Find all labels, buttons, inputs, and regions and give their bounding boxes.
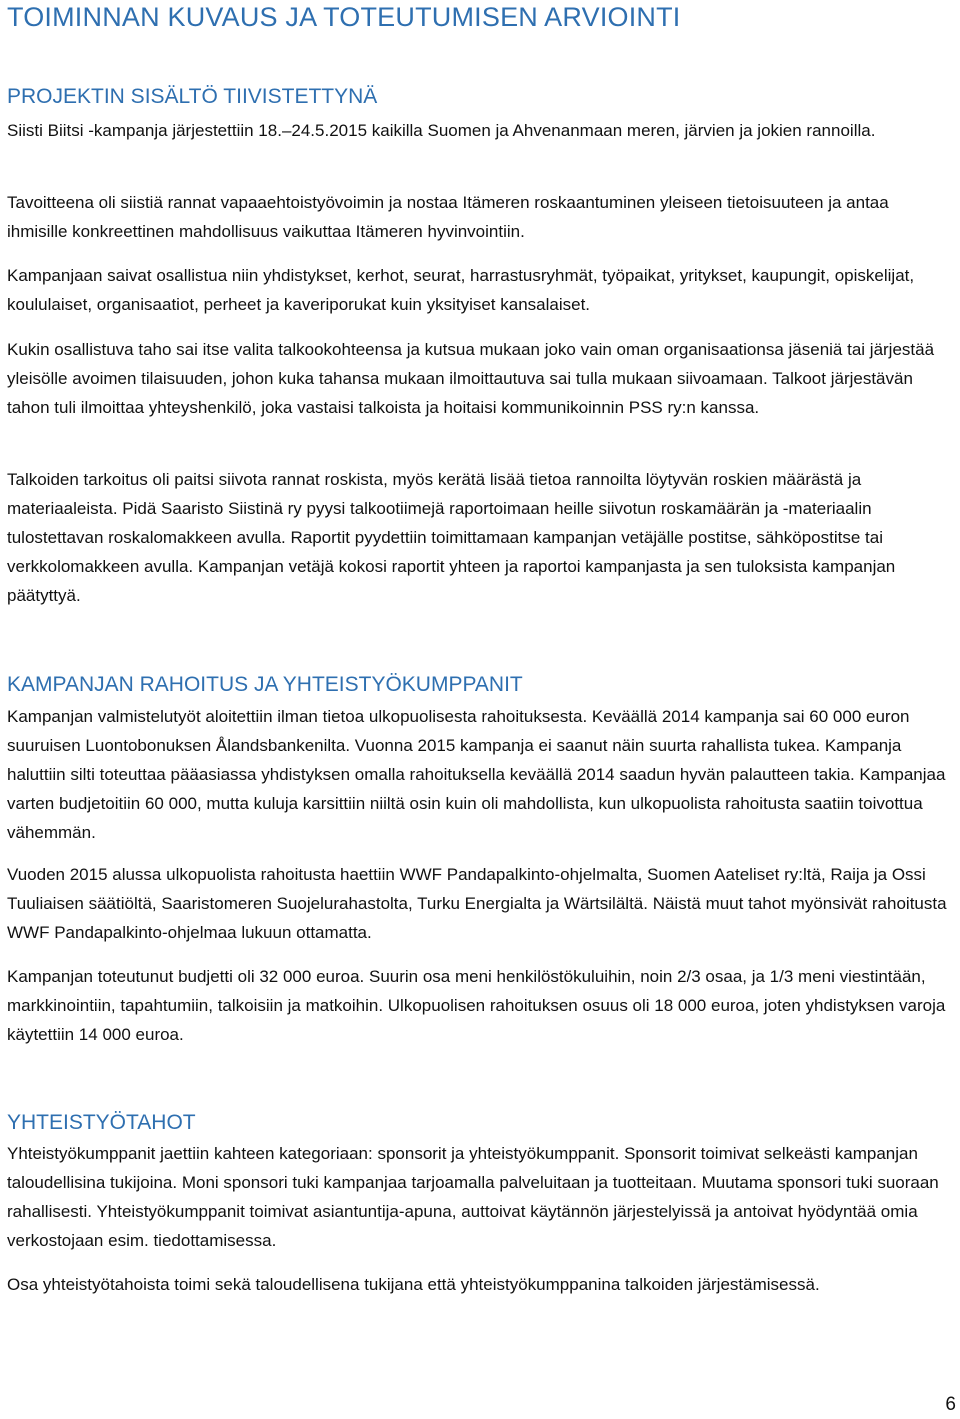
paragraph: Kukin osallistuva taho sai itse valita talkookohteensa ja kutsua mukaan joko vain oman organisaationsa jäseniä tai järjestää yleisölle avoimen tilaisuuden, johon kuka tahansa mukaan ilmoittautuva sai tulla mukaan siivoamaan. Talkoot järjestävän tahon tuli ilmoittaa yhteyshenkilö, joka vastaisi talkoista ja hoitaisi kommunikoinnin PSS ry:n kanssa. [7, 340, 935, 417]
paragraph: Tavoitteena oli siistiä rannat vapaaehtoistyövoimin ja nostaa Itämeren roskaantuminen yleiseen tietoisuuteen ja antaa ihmisille konkreettinen mahdollisuus vaikuttaa Itämeren hyvinvointiin. [7, 193, 889, 241]
section-heading-yhteistyotahot: YHTEISTYÖTAHOT [7, 1111, 196, 1134]
section-heading-projektin-sisalto: PROJEKTIN SISÄLTÖ TIIVISTETTYNÄ [7, 85, 378, 108]
paragraph: Yhteistyökumppanit jaettiin kahteen kategoriaan: sponsorit ja yhteistyökumppanit. Sponsorit toimivat selkeästi kampanjan taloudellisina tukijoina. Moni sponsori tuki kampanjaa tarjoamalla palveluitaan ja tuotteitaan. Muutama sponsori tuki suoraan rahallisesti. Yhteistyökumppanit toimivat asiantuntija-apuna, auttoivat käytännön järjestelyissä ja antoivat hyödyntää omia verkostojaan esim. tiedottamisessa. [7, 1144, 939, 1250]
paragraph: Siisti Biitsi -kampanja järjestettiin 18.–24.5.2015 kaikilla Suomen ja Ahvenanmaan meren, järvien ja jokien rannoilla. [7, 121, 876, 140]
paragraph: Vuoden 2015 alussa ulkopuolista rahoitusta haettiin WWF Pandapalkinto-ohjelmalta, Suomen Aateliset ry:ltä, Raija ja Ossi Tuuliaisen säätiöltä, Saaristomeren Suojelurahastolta, Turku Energialta ja Wärtsilältä. Näistä muut tahot myönsivät rahoitusta WWF Pandapalkinto-ohjelmaa lukuun ottamatta. [7, 865, 947, 942]
paragraph: Osa yhteistyötahoista toimi sekä taloudellisena tukijana että yhteistyökumppanina talkoiden järjestämisessä. [7, 1275, 820, 1294]
paragraph: Kampanjan valmistelutyöt aloitettiin ilman tietoa ulkopuolisesta rahoituksesta. Keväällä 2014 kampanja sai 60 000 euron suuruisen Luontobonuksen Ålandsbankenilta. Vuonna 2015 kampanja ei saanut näin suurta rahallista tukea. Kampanja haluttiin silti toteuttaa pääasiassa yhdistyksen omalla rahoituksella keväällä 2014 saadun hyvän palautteen takia. Kampanjaa varten budjetoitiin 60 000, mutta kuluja karsittiin niiltä osin kuin oli mahdollista, kun ulkopuolista rahoitusta saatiin toivottua vähemmän. [7, 707, 946, 842]
page-number: 6 [945, 1394, 956, 1415]
paragraph: Talkoiden tarkoitus oli paitsi siivota rannat roskista, myös kerätä lisää tietoa rannoilta löytyvän roskien määrästä ja materiaaleista. Pidä Saaristo Siistinä ry pyysi talkootiimejä raportoimaan heille siivotun roskamäärän ja -materiaalin tulostettavan roskalomakkeen avulla. Raportit pyydettiin toimittamaan kampanjan vetäjälle postitse, sähköpostitse tai verkkolomakkeen avulla. Kampanjan vetäjä kokosi raportit yhteen ja raportoi kampanjasta ja sen tuloksista kampanjan päätyttyä. [7, 470, 896, 605]
page-title: TOIMINNAN KUVAUS JA TOTEUTUMISEN ARVIOINTI [7, 2, 681, 32]
section-heading-kampanjan-rahoitus: KAMPANJAN RAHOITUS JA YHTEISTYÖKUMPPANIT [7, 673, 523, 696]
paragraph: Kampanjan toteutunut budjetti oli 32 000 euroa. Suurin osa meni henkilöstökuluihin, noin 2/3 osaa, ja 1/3 meni viestintään, markkinointiin, tapahtumiin, talkoisiin ja matkoihin. Ulkopuolisen rahoituksen osuus oli 18 000 euroa, joten yhdistyksen varoja käytettiin 14 000 euroa. [7, 967, 946, 1044]
paragraph: Kampanjaan saivat osallistua niin yhdistykset, kerhot, seurat, harrastusryhmät, työpaikat, yritykset, kaupungit, opiskelijat, koululaiset, organisaatiot, perheet ja kaveriporukat kuin yksityiset kansalaiset. [7, 266, 915, 314]
